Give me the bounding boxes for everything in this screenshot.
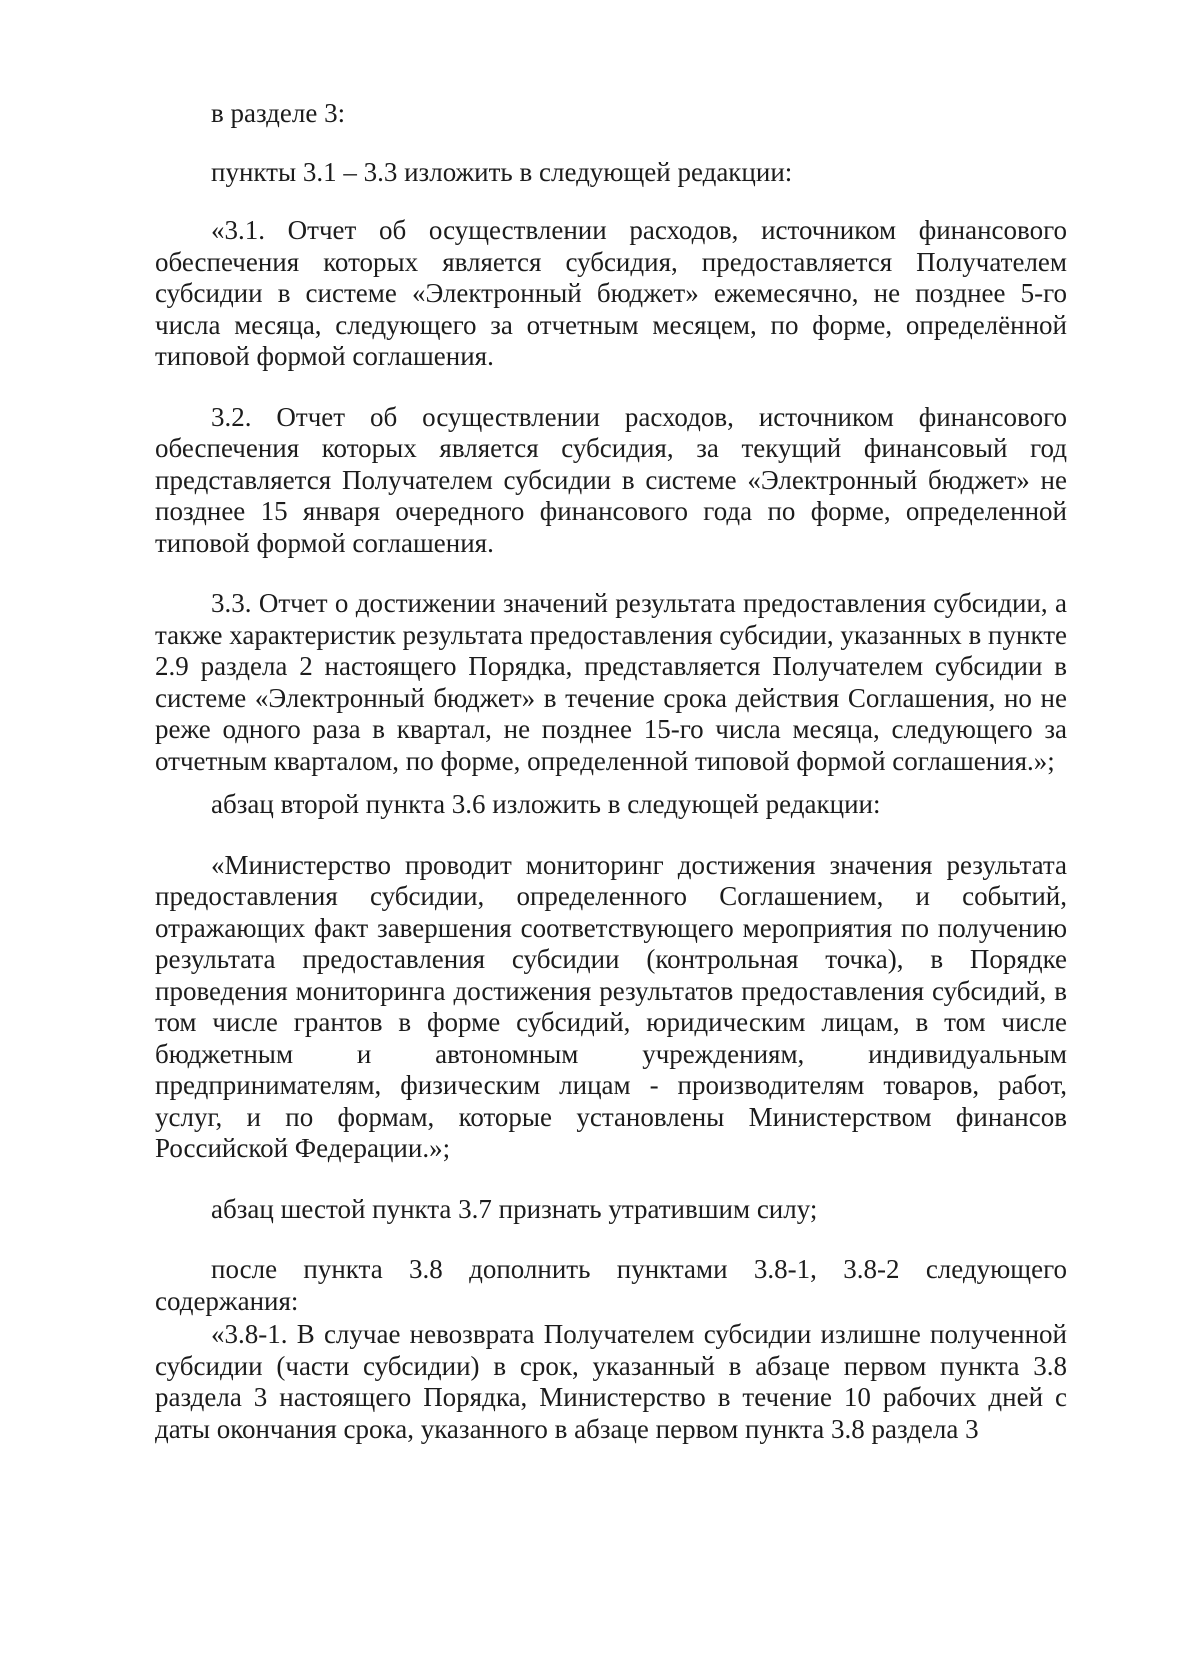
document-body — [155, 98, 1067, 1445]
paragraph-3-7: абзац шестой пункта 3.7 признать утратившим силу; — [211, 1193, 818, 1224]
paragraph-intro: пункты 3.1 – 3.3 изложить в следующей редакции: — [211, 156, 793, 187]
paragraph-3-6-intro: абзац второй пункта 3.6 изложить в следующей редакции: — [211, 789, 881, 819]
paragraph-section-heading: в разделе 3: — [211, 98, 346, 128]
paragraph-3-8-intro: после пункта 3.8 дополнить пунктами 3.8-1, 3.8-2 следующего содержания: — [155, 1254, 1067, 1316]
paragraph-3-1: «3.1. Отчет об осуществлении расходов, источником финансового обеспечения которых является субсидия, предоставляется Получателем субсидии в системе «Электронный бюджет» ежемесячно, не позднее 5-го числа месяца, следующего за отчетным месяцем, по форме, определённой типовой формой соглашения. — [155, 215, 1067, 371]
paragraph-3-3: 3.3. Отчет о достижении значений результата предоставления субсидии, а также характеристик результата предоставления субсидии, указанных в пункте 2.9 раздела 2 настоящего Порядка, представляется Получателем субсидии в системе «Электронный бюджет» в течение срока действия Соглашения, но не реже одного раза в квартал, не позднее 15-го числа месяца, следующего за отчетным кварталом, по форме, определенной типовой формой соглашения.»; — [155, 588, 1067, 776]
paragraph-ministry-monitoring: «Министерство проводит мониторинг достижения значения результата предоставления субсидии, определенного Соглашением, и событий, отражающих факт завершения соответствующего мероприятия по получению результата предоставления субсидии (контрольная точка), в Порядке проведения мониторинга достижения результатов предоставления субсидий, в том числе грантов в форме субсидий, юридическим лицам, в том числе бюджетным и автономным учреждениям, индивидуальным предпринимателям, физическим лицам - производителям товаров, работ, услуг, и по формам, которые установлены Министерством финансов Российской Федерации.»; — [155, 849, 1067, 1163]
paragraph-3-8-1: «3.8-1. В случае невозврата Получателем субсидии излишне полученной субсидии (части субсидии) в срок, указанный в абзаце первом пункта 3.8 раздела 3 настоящего Порядка, Министерство в течение 10 рабочих дней с даты окончания срока, указанного в абзаце первом пункта 3.8 раздела 3 — [155, 1319, 1067, 1444]
paragraph-3-2: 3.2. Отчет об осуществлении расходов, источником финансового обеспечения которых является субсидия, за текущий финансовый год представляется Получателем субсидии в системе «Электронный бюджет» не позднее 15 января очередного финансового года по форме, определенной типовой формой соглашения. — [155, 401, 1067, 558]
